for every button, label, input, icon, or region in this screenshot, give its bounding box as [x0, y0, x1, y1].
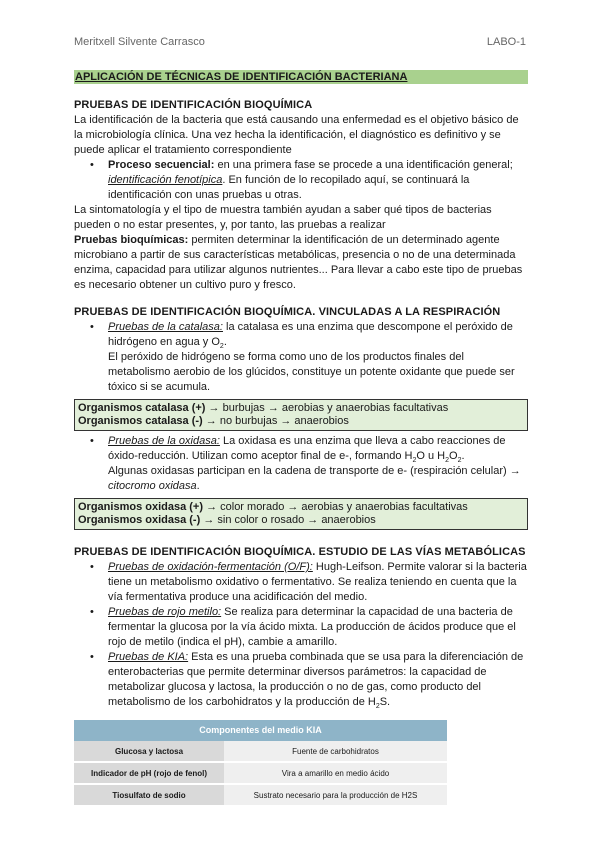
text: → burbujas → aerobias y anaerobias facultativas — [205, 402, 449, 414]
text: . — [223, 336, 227, 348]
list-catalasa — [74, 320, 528, 395]
text: la catalasa es una enzima que descompone el peróxido de hidrógeno en agua y O — [108, 321, 513, 348]
list-item — [74, 560, 528, 605]
oxidasa-summary-box — [74, 498, 528, 530]
text: → color morado → aerobias y anaerobias facultativas — [203, 501, 468, 513]
label: Organismos oxidasa (+) — [78, 501, 204, 513]
header-course: LABO-1 — [486, 36, 526, 48]
label-catalasa: Pruebas de la catalasa: — [108, 321, 223, 333]
table-header: Componentes del medio KIA — [74, 720, 447, 741]
list-proceso — [74, 158, 528, 203]
paragraph-sintomatologia: La sintomatología y el tipo de muestra también ayudan a saber qué tipos de bacterias pueden o no estar presentes, y, por tanto, las pruebas a realizar — [74, 204, 492, 231]
document-body — [74, 70, 528, 807]
kia-components-table — [74, 720, 447, 807]
subscript: 2 — [219, 343, 224, 351]
text: Esta es una prueba combinada que se usa para la diferenciación de enterobacterias que permite determinar diversos parámetros: la capacidad de metabolizar glucosa y lactosa, la producción o no de gas, como producto del metabolismo de los carbohidratos y la producción de H — [108, 651, 524, 708]
table-cell: Sustrato necesario para la producción de H2S — [224, 784, 447, 806]
text: → sin color o rosado → anaerobios — [200, 514, 376, 526]
table-row — [74, 784, 447, 806]
header-author: Meritxell Silvente Carrasco — [74, 36, 205, 48]
label-pruebas: Pruebas bioquímicas: — [74, 234, 189, 246]
list-metabolicas — [74, 560, 528, 710]
text: La oxidasa es una enzima que lleva a cabo reacciones de óxido-reducción. Utilizan como aceptor final de e-, formando H — [108, 435, 506, 462]
intro-paragraph: La identificación de la bacteria que está causando una enfermedad es el objetivo básico de la microbiología clínica. Una vez hecha la identificación, el diagnóstico es definitivo y se puede aplicar el tratamiento correspondiente — [74, 114, 519, 156]
label: Organismos catalasa (-) — [78, 415, 203, 427]
subscript: 2 — [457, 457, 462, 465]
section-heading-vias-metabolicas: PRUEBAS DE IDENTIFICACIÓN BIOQUÍMICA. ESTUDIO DE LAS VÍAS METABÓLICAS — [74, 546, 526, 558]
text: S. — [379, 696, 391, 708]
text: . En función de lo recopilado aquí, se continuará la identificación con unas pruebas u otras. — [108, 174, 470, 201]
link-identificacion-fenotipica: identificación fenotípica — [108, 174, 223, 186]
subscript: 2 — [445, 457, 450, 465]
label-oxidasa: Pruebas de la oxidasa: — [108, 435, 220, 447]
document-title: APLICACIÓN DE TÉCNICAS DE IDENTIFICACIÓN BACTERIANA — [74, 70, 528, 84]
text: Hugh-Leifson. Permite valorar si la bacteria tiene un metabolismo oxidativo o fermentativo. Se realiza teniendo en cuenta que la vía fermentativa produce una acidificación del medio. — [108, 561, 527, 603]
text: . — [196, 480, 200, 492]
table-cell: Glucosa y lactosa — [74, 741, 224, 762]
catalasa-summary-box — [74, 399, 528, 431]
table-row — [74, 762, 447, 784]
section-heading-respiracion: PRUEBAS DE IDENTIFICACIÓN BIOQUÍMICA. VINCULADAS A LA RESPIRACIÓN — [74, 306, 501, 318]
list-item — [74, 434, 528, 494]
text: permiten determinar la identificación de un determinado agente microbiano a partir de sus características metabólicas, presencia o no de una determinada enzima, capacidad para utilizar algunos nutrientes... Para llevar a cabo este tipo de pruebas es necesario obtener un cultivo puro y fresco. — [74, 234, 523, 291]
table-cell: Fuente de carbohidratos — [224, 741, 447, 762]
label: Organismos oxidasa (-) — [78, 514, 201, 526]
label: Organismos catalasa (+) — [78, 402, 206, 414]
list-item — [74, 158, 528, 203]
text: Algunas oxidasas participan en la cadena de transporte de e- (respiración celular) → — [108, 465, 521, 477]
section-heading-bioquimica: PRUEBAS DE IDENTIFICACIÓN BIOQUÍMICA — [74, 99, 313, 111]
list-item — [74, 650, 528, 710]
paragraph-pruebas-bioquimicas — [74, 233, 528, 293]
table-cell: Tiosulfato de sodio — [74, 784, 224, 806]
text: O u H — [416, 450, 446, 462]
text: en una primera fase se procede a una identificación general; — [214, 159, 513, 171]
text: O — [449, 450, 458, 462]
table-cell: Indicador de pH (rojo de fenol) — [74, 762, 224, 784]
list-oxidasa — [74, 434, 528, 494]
table-cell: Vira a amarillo en medio ácido — [224, 762, 447, 784]
text-citocromo: citocromo oxidasa — [108, 480, 197, 492]
text: . — [461, 450, 465, 462]
text: El peróxido de hidrógeno se forma como uno de los productos finales del metabolismo aerobio de los glúcidos, constituye un potente oxidante que puede ser tóxico si se acumula. — [108, 351, 515, 393]
table-row — [74, 741, 447, 762]
label-proceso: Proceso secuencial: — [108, 159, 215, 171]
text: Se realiza para determinar la capacidad de una bacteria de fermentar la glucosa por la vía ácido mixta. La producción de ácidos produce que el rojo de metilo (indica el pH), cambie a amarillo. — [108, 606, 516, 648]
label-rojo-metilo: Pruebas de rojo metilo: — [108, 606, 222, 618]
label-kia: Pruebas de KIA: — [108, 651, 189, 663]
list-item — [74, 605, 528, 650]
list-item — [74, 320, 528, 395]
label-of: Pruebas de oxidación-fermentación (O/F): — [108, 561, 313, 573]
subscript: 2 — [412, 457, 417, 465]
text: → no burbujas → anaerobios — [202, 415, 349, 427]
subscript: 2 — [375, 703, 380, 711]
